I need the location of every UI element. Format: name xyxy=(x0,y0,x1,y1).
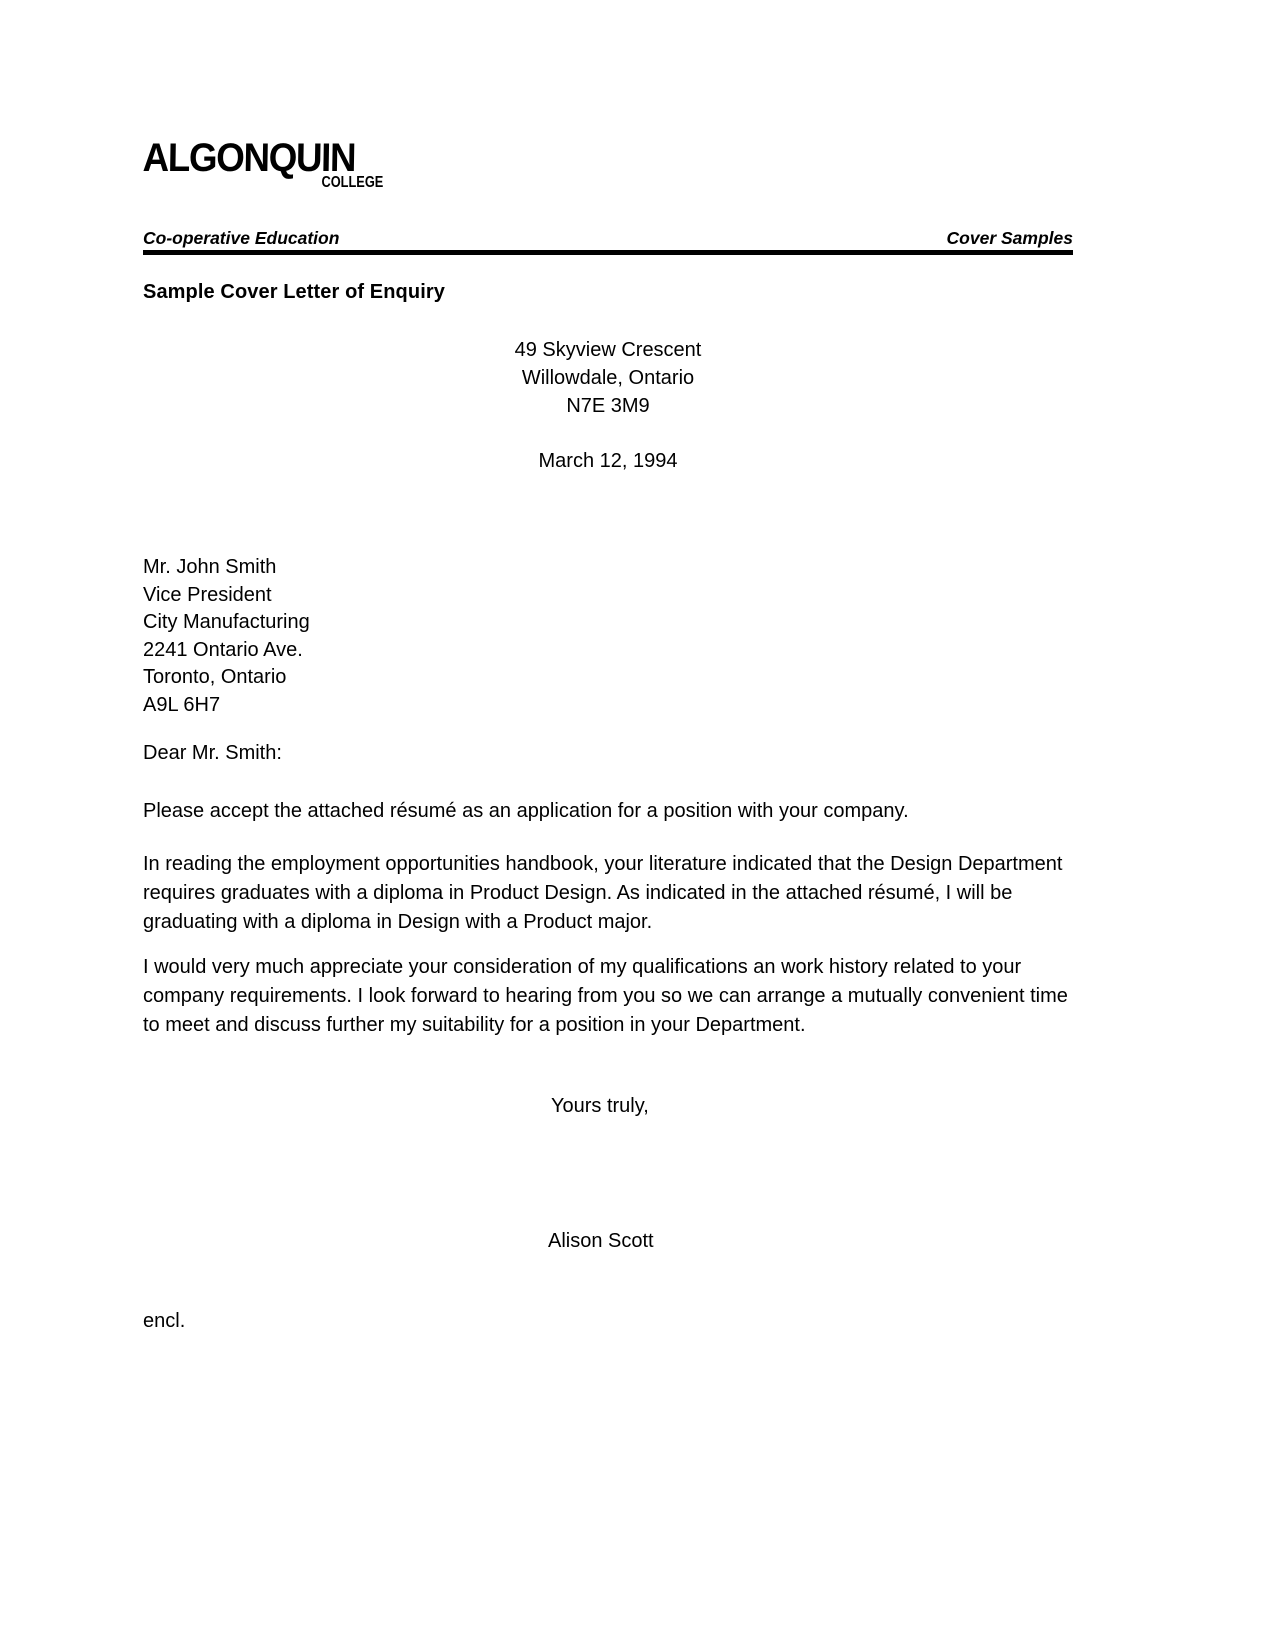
algonquin-college-logo xyxy=(142,136,384,198)
header-divider-rule xyxy=(143,250,1073,255)
enclosure-notation: encl. xyxy=(143,1310,186,1332)
recipient-company: City Manufacturing xyxy=(143,611,310,633)
closing-salutation: Yours truly, xyxy=(551,1095,649,1117)
recipient-postal-code: A9L 6H7 xyxy=(143,693,221,716)
recipient-name: Mr. John Smith xyxy=(143,556,277,578)
body-paragraph-1: Please accept the attached résumé as an application for a position with your company. xyxy=(143,800,909,822)
recipient-street: 2241 Ontario Ave. xyxy=(143,638,303,661)
logo-wordmark: ALGONQUIN xyxy=(142,136,356,180)
return-address-line-1: 49 Skyview Crescent xyxy=(514,339,702,361)
recipient-title: Vice President xyxy=(143,583,272,606)
salutation: Dear Mr. Smith: xyxy=(143,742,282,764)
running-header-right: Cover Samples xyxy=(946,228,1073,248)
body-paragraph-2: In reading the employment opportunities handbook, your literature indicated that the Design Department requires graduates with a diploma in Product Design. As indicated in the attached résumé, I will be graduating with a diploma in Design with a Product major. xyxy=(143,853,1063,933)
body-paragraph-3: I would very much appreciate your consideration of my qualifications an work history related to your company requirements. I look forward to hearing from you so we can arrange a mutually convenient time to meet and discuss further my suitability for a position in your Department. xyxy=(143,956,1068,1036)
inside-address-block xyxy=(143,554,310,719)
running-header-left: Co-operative Education xyxy=(143,228,340,248)
logo-subtext-wrap xyxy=(306,174,384,192)
letter-date: March 12, 1994 xyxy=(538,450,678,472)
signature-name: Alison Scott xyxy=(548,1230,654,1252)
recipient-city: Toronto, Ontario xyxy=(143,666,287,688)
running-header xyxy=(143,228,1073,249)
return-address-line-3: N7E 3M9 xyxy=(566,395,650,417)
logo-subtext: COLLEGE xyxy=(321,174,384,191)
page-title: Sample Cover Letter of Enquiry xyxy=(143,281,445,303)
return-address-line-2: Willowdale, Ontario xyxy=(521,367,695,389)
return-address-block xyxy=(143,336,1073,420)
